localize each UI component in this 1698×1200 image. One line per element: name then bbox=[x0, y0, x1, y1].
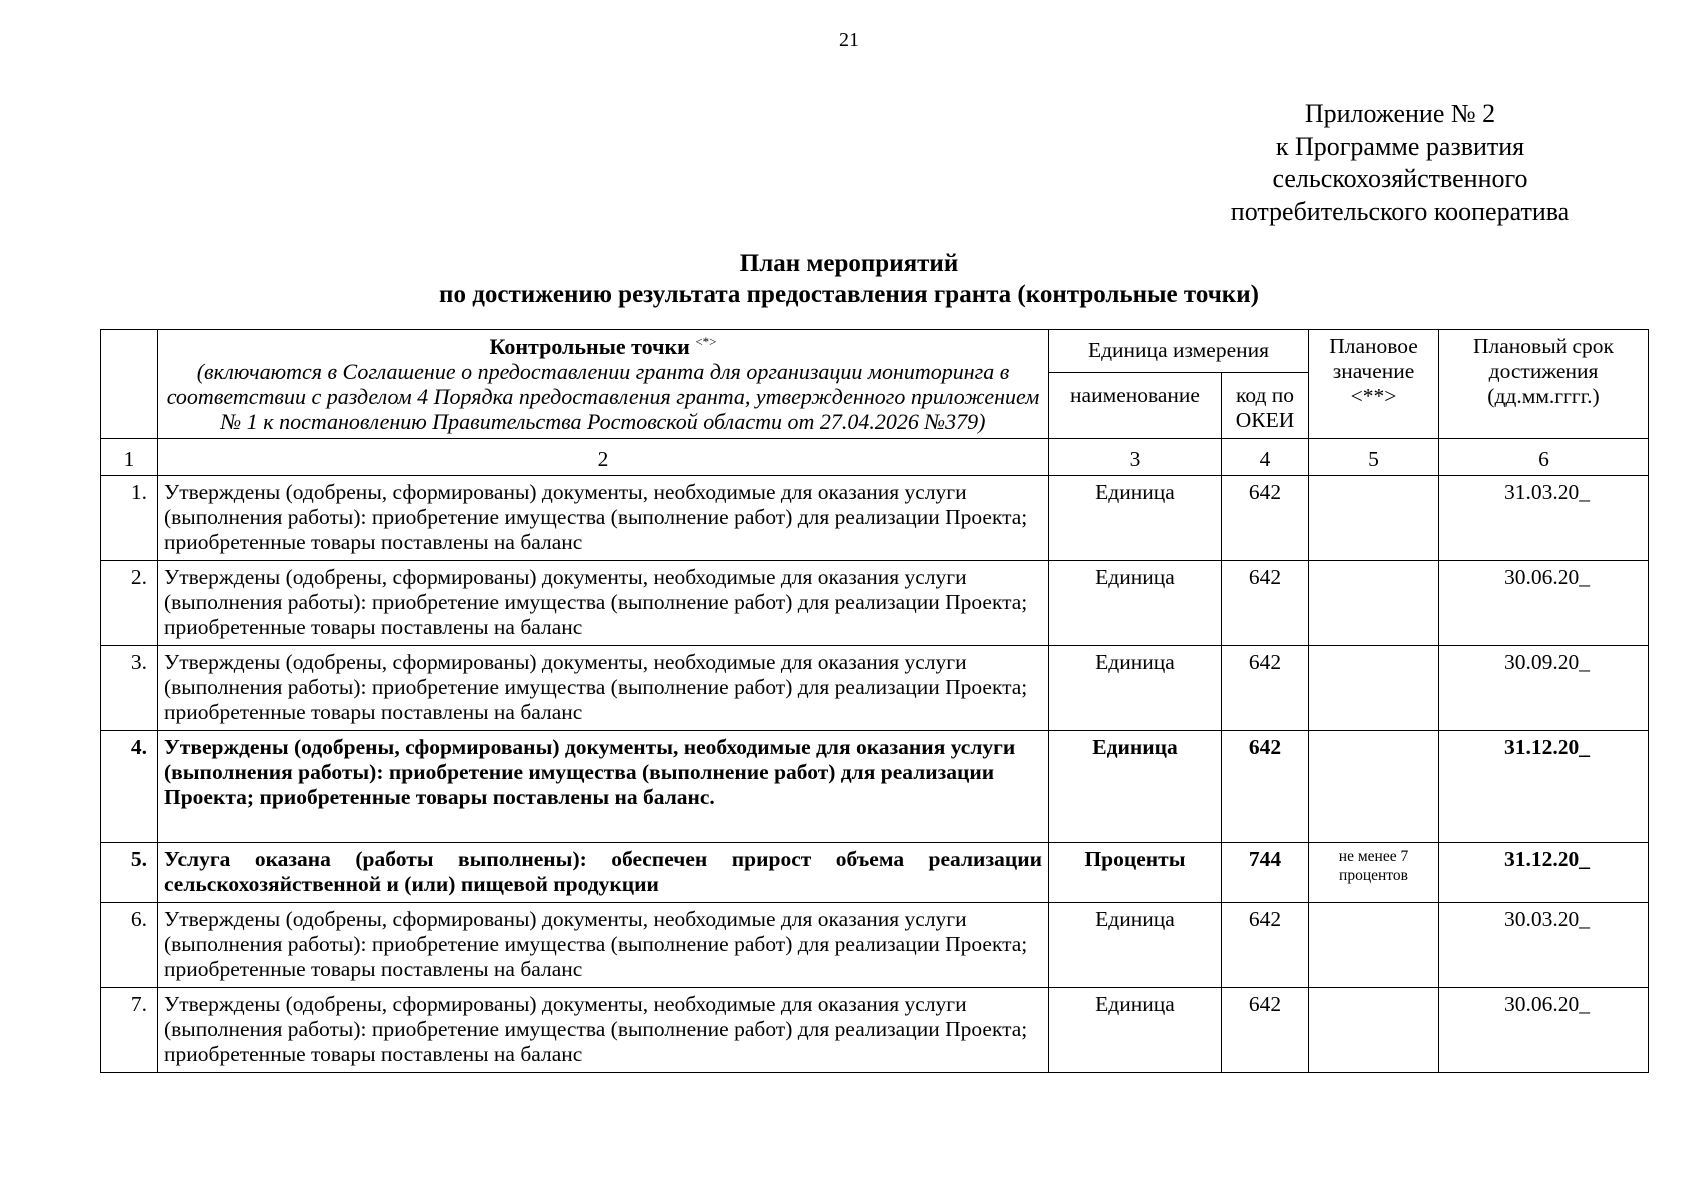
column-number: 5 bbox=[1309, 439, 1439, 476]
row-text: Утверждены (одобрены, сформированы) документы, необходимые для оказания услуги (выполнения работы): приобретение имущества (выполнение работ) для реализации Проекта; приобретенные товары поставлены на баланс bbox=[158, 646, 1049, 731]
row-date: 30.09.20_ bbox=[1439, 646, 1649, 731]
header-planned-date: Плановый срок достижения (дд.мм.гггг.) bbox=[1439, 330, 1649, 439]
row-unit: Единица bbox=[1049, 646, 1222, 731]
row-value bbox=[1309, 988, 1439, 1073]
column-number: 2 bbox=[158, 439, 1049, 476]
header-unit-name: наименование bbox=[1049, 372, 1222, 438]
column-number: 3 bbox=[1049, 439, 1222, 476]
appendix-line: потребительского кооператива bbox=[1230, 196, 1570, 226]
row-text: Утверждены (одобрены, сформированы) документы, необходимые для оказания услуги (выполнения работы): приобретение имущества (выполнение работ) для реализации Проекта; приобретенные товары поставлены на баланс bbox=[158, 903, 1049, 988]
row-number: 6. bbox=[101, 903, 158, 988]
footnote-marker: <*> bbox=[695, 334, 717, 349]
row-value bbox=[1309, 646, 1439, 731]
row-text: Услуга оказана (работы выполнены): обеспечен прирост объема реализации сельскохозяйственной и (или) пищевой продукции bbox=[158, 843, 1049, 903]
row-number: 7. bbox=[101, 988, 158, 1073]
column-number: 4 bbox=[1222, 439, 1309, 476]
header-control-points-note: (включаются в Соглашение о предоставлении гранта для организации мониторинга в соответствии с разделом 4 Порядка предоставления гранта, утвержденного приложением № 1 к постановлению Правительства Ростовской области от 27.04.2026 №379) bbox=[166, 359, 1040, 434]
row-value bbox=[1309, 476, 1439, 561]
row-unit: Проценты bbox=[1049, 843, 1222, 903]
row-value bbox=[1309, 731, 1439, 843]
row-code: 642 bbox=[1222, 561, 1309, 646]
column-numbers-row bbox=[101, 439, 1649, 476]
row-value bbox=[1309, 903, 1439, 988]
row-date: 31.12.20_ bbox=[1439, 843, 1649, 903]
row-text: Утверждены (одобрены, сформированы) документы, необходимые для оказания услуги (выполнения работы): приобретение имущества (выполнение работ) для реализации Проекта; приобретенные товары поставлены на баланс bbox=[158, 476, 1049, 561]
appendix-line: к Программе развития bbox=[1275, 131, 1525, 161]
row-number: 5. bbox=[101, 843, 158, 903]
control-points-table bbox=[100, 329, 1649, 1073]
row-text: Утверждены (одобрены, сформированы) документы, необходимые для оказания услуги (выполнения работы): приобретение имущества (выполнение работ) для реализации Проекта; приобретенные товары поставлены на баланс bbox=[158, 561, 1049, 646]
table-row bbox=[101, 561, 1649, 646]
row-code: 642 bbox=[1222, 903, 1309, 988]
row-value: не менее 7 процентов bbox=[1309, 843, 1439, 903]
row-unit: Единица bbox=[1049, 476, 1222, 561]
title-line-1: План мероприятий bbox=[739, 250, 959, 277]
header-planned-value: Плановое значение <**> bbox=[1309, 330, 1439, 439]
row-number: 2. bbox=[101, 561, 158, 646]
row-code: 642 bbox=[1222, 988, 1309, 1073]
row-number: 1. bbox=[101, 476, 158, 561]
row-text: Утверждены (одобрены, сформированы) документы, необходимые для оказания услуги (выполнения работы): приобретение имущества (выполнение работ) для реализации Проекта; приобретенные товары поставлены на баланс. bbox=[158, 731, 1049, 843]
row-date: 30.06.20_ bbox=[1439, 988, 1649, 1073]
row-unit: Единица bbox=[1049, 561, 1222, 646]
row-unit: Единица bbox=[1049, 731, 1222, 843]
header-empty-cell bbox=[101, 330, 158, 439]
table-row bbox=[101, 843, 1649, 903]
appendix-line: сельскохозяйственного bbox=[1272, 164, 1528, 193]
header-unit: Единица измерения bbox=[1049, 330, 1309, 373]
row-code: 744 bbox=[1222, 843, 1309, 903]
row-unit: Единица bbox=[1049, 988, 1222, 1073]
column-number: 6 bbox=[1439, 439, 1649, 476]
table-header-row bbox=[101, 330, 1649, 373]
row-date: 30.03.20_ bbox=[1439, 903, 1649, 988]
document-title bbox=[0, 248, 1698, 310]
row-code: 642 bbox=[1222, 476, 1309, 561]
header-control-points-label: Контрольные точки bbox=[489, 334, 690, 359]
row-date: 31.12.20_ bbox=[1439, 731, 1649, 843]
table-row bbox=[101, 903, 1649, 988]
table-row bbox=[101, 646, 1649, 731]
header-unit-code: код по ОКЕИ bbox=[1222, 372, 1309, 438]
appendix-line: Приложение № 2 bbox=[1304, 99, 1496, 128]
row-unit: Единица bbox=[1049, 903, 1222, 988]
row-number: 4. bbox=[101, 731, 158, 843]
row-code: 642 bbox=[1222, 731, 1309, 843]
table-row bbox=[101, 988, 1649, 1073]
header-control-points bbox=[158, 330, 1049, 439]
table-row bbox=[101, 731, 1649, 843]
row-text: Утверждены (одобрены, сформированы) документы, необходимые для оказания услуги (выполнения работы): приобретение имущества (выполнение работ) для реализации Проекта; приобретенные товары поставлены на баланс bbox=[158, 988, 1049, 1073]
appendix-heading bbox=[1180, 98, 1620, 228]
row-date: 30.06.20_ bbox=[1439, 561, 1649, 646]
page-number: 21 bbox=[839, 29, 859, 51]
row-code: 642 bbox=[1222, 646, 1309, 731]
row-value bbox=[1309, 561, 1439, 646]
row-date: 31.03.20_ bbox=[1439, 476, 1649, 561]
row-number: 3. bbox=[101, 646, 158, 731]
table-row bbox=[101, 476, 1649, 561]
title-line-2: по достижению результата предоставления гранта (контрольные точки) bbox=[439, 281, 1259, 308]
column-number: 1 bbox=[101, 439, 158, 476]
